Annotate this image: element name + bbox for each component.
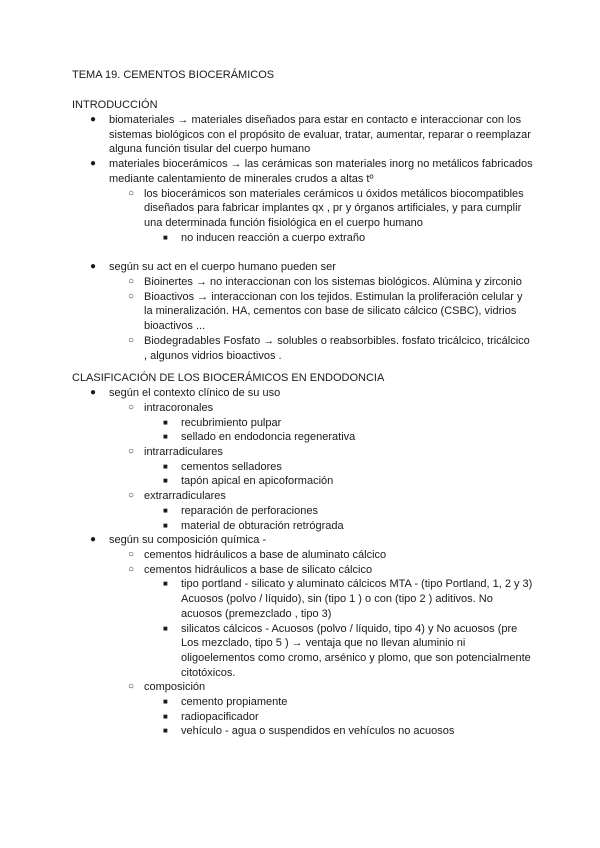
list-item <box>72 724 534 739</box>
list-item-text: sellado en endodoncia regenerativa <box>181 431 356 444</box>
list-item-text: biomateriales → materiales diseñados para estar en contacto e interaccionar con los sistemas biológicos con el propósito de evaluar, tratar, aumentar, reparar o reemplazar alguna función tisular del cuerpo humano <box>109 114 531 156</box>
clasificacion-list <box>72 386 534 739</box>
list-item-text: tipo portland - silicato y aluminato cálcicos MTA - (tipo Portland, 1, 2 y 3) Acuosos (polvo / líquido), sin (tipo 1 ) o con (tipo 2 ) aditivos. No acuosos (premezclado , tipo 3) <box>181 578 533 620</box>
spacer <box>72 363 534 371</box>
list-item-text: composición <box>144 681 206 694</box>
list-item <box>72 430 534 445</box>
list-item <box>72 290 534 334</box>
list-item-text: Bioinertes → no interaccionan con los sistemas biológicos. Alúmina y zirconio <box>144 276 522 289</box>
bullet-disc-icon: ● <box>90 534 97 546</box>
list-item <box>72 445 534 460</box>
list-item-text: vehículo - agua o suspendidos en vehículos no acuosos <box>181 725 455 738</box>
bullet-square-icon: ■ <box>163 476 168 486</box>
document-page <box>72 68 534 739</box>
list-item <box>72 710 534 725</box>
list-item-text: Biodegradables Fosfato → solubles o reabsorbibles. fosfato tricálcico, tricálcico , algunos vidrios bioactivos . <box>144 334 530 362</box>
list-item <box>72 401 534 416</box>
bullet-circle-icon: ○ <box>128 446 135 458</box>
list-item-text: material de obturación retrógrada <box>181 519 344 532</box>
list-item <box>72 334 534 363</box>
bullet-square-icon: ■ <box>163 623 168 633</box>
list-item <box>72 695 534 710</box>
bullet-circle-icon: ○ <box>128 290 135 302</box>
bullet-square-icon: ■ <box>163 697 168 707</box>
list-item-text: los biocerámicos son materiales cerámicos u óxidos metálicos biocompatibles diseñados para fabricar implantes qx , pr y órganos artificiales, y para cumplir una determinada función fisiológica en el cuerpo humano <box>144 187 524 229</box>
list-item-text: tapón apical en apicoformación <box>181 475 334 488</box>
list-item-text: no inducen reacción a cuerpo extraño <box>181 231 366 244</box>
bullet-disc-icon: ● <box>90 158 97 170</box>
list-item <box>72 622 534 681</box>
bullet-circle-icon: ○ <box>128 490 135 502</box>
list-item <box>72 519 534 534</box>
bullet-circle-icon: ○ <box>128 681 135 693</box>
list-item-text: según su act en el cuerpo humano pueden ser <box>109 261 336 274</box>
list-item <box>72 386 534 401</box>
bullet-disc-icon: ● <box>90 261 97 273</box>
bullet-square-icon: ■ <box>163 417 168 427</box>
list-item <box>72 187 534 231</box>
list-item <box>72 548 534 563</box>
bullet-disc-icon: ● <box>90 114 97 125</box>
bullet-circle-icon: ○ <box>128 276 135 288</box>
bullet-square-icon: ■ <box>163 505 168 515</box>
list-item-text: según su composición química - <box>109 534 267 547</box>
list-item-text: extrarradiculares <box>144 490 226 503</box>
document-title: TEMA 19. CEMENTOS BIOCERÁMICOS <box>72 69 275 81</box>
list-item <box>72 460 534 475</box>
bullet-square-icon: ■ <box>163 726 168 736</box>
list-item <box>72 577 534 621</box>
list-item-text: radiopacificador <box>181 710 259 723</box>
list-item-text: cementos hidráulicos a base de silicato cálcico <box>144 563 373 576</box>
bullet-square-icon: ■ <box>163 432 168 442</box>
list-item-text: silicatos cálcicos - Acuosos (polvo / líquido, tipo 4) y No acuosos (pre Los mezclado, tipo 5 ) → ventaja que no llevan aluminio ni oligoelementos como cromo, arsénico y plomo, que son potencialmente citotóxicos. <box>181 622 531 679</box>
section-heading-introduccion: INTRODUCCIÓN <box>72 99 158 111</box>
bullet-circle-icon: ○ <box>128 187 135 199</box>
list-item <box>72 504 534 519</box>
list-item <box>72 113 534 157</box>
list-item <box>72 533 534 548</box>
bullet-circle-icon: ○ <box>128 334 135 346</box>
list-item <box>72 474 534 489</box>
list-item-text: Bioactivos → interaccionan con los tejidos. Estimulan la proliferación celular y la mineralización. HA, cementos con base de silicato cálcico (CSBC), vidrios bioactivos ... <box>144 290 523 333</box>
bullet-square-icon: ■ <box>163 579 168 589</box>
bullet-square-icon: ■ <box>163 711 168 721</box>
list-item <box>72 157 534 186</box>
bullet-circle-icon: ○ <box>128 548 135 560</box>
list-item-text: según el contexto clínico de su uso <box>109 387 281 400</box>
bullet-square-icon: ■ <box>163 232 168 242</box>
list-item <box>72 489 534 504</box>
list-item <box>72 416 534 431</box>
list-item-text: cementos hidráulicos a base de aluminato cálcico <box>144 548 387 561</box>
bullet-circle-icon: ○ <box>128 401 135 413</box>
bullet-square-icon: ■ <box>163 461 168 471</box>
list-item-text: reparación de perforaciones <box>181 504 318 517</box>
list-item <box>72 563 534 578</box>
intro-list <box>72 113 534 245</box>
list-item-text: cemento propiamente <box>181 696 288 709</box>
list-item <box>72 260 534 275</box>
intro-list-2 <box>72 260 534 363</box>
bullet-circle-icon: ○ <box>128 563 135 575</box>
list-item-text: cementos selladores <box>181 460 282 473</box>
spacer <box>72 245 534 260</box>
section-heading-clasificacion: CLASIFICACIÓN DE LOS BIOCERÁMICOS EN ENDODONCIA <box>72 372 385 385</box>
list-item-text: materiales biocerámicos → las cerámicas son materiales inorg no metálicos fabricados mediante calentamiento de minerales crudos a altas tº <box>109 158 533 185</box>
list-item-text: recubrimiento pulpar <box>181 416 282 429</box>
list-item-text: intracoronales <box>144 401 214 414</box>
bullet-square-icon: ■ <box>163 520 168 530</box>
list-item-text: intrarradiculares <box>144 446 223 459</box>
list-item <box>72 275 534 290</box>
list-item <box>72 680 534 695</box>
list-item <box>72 231 534 246</box>
bullet-disc-icon: ● <box>90 387 97 399</box>
